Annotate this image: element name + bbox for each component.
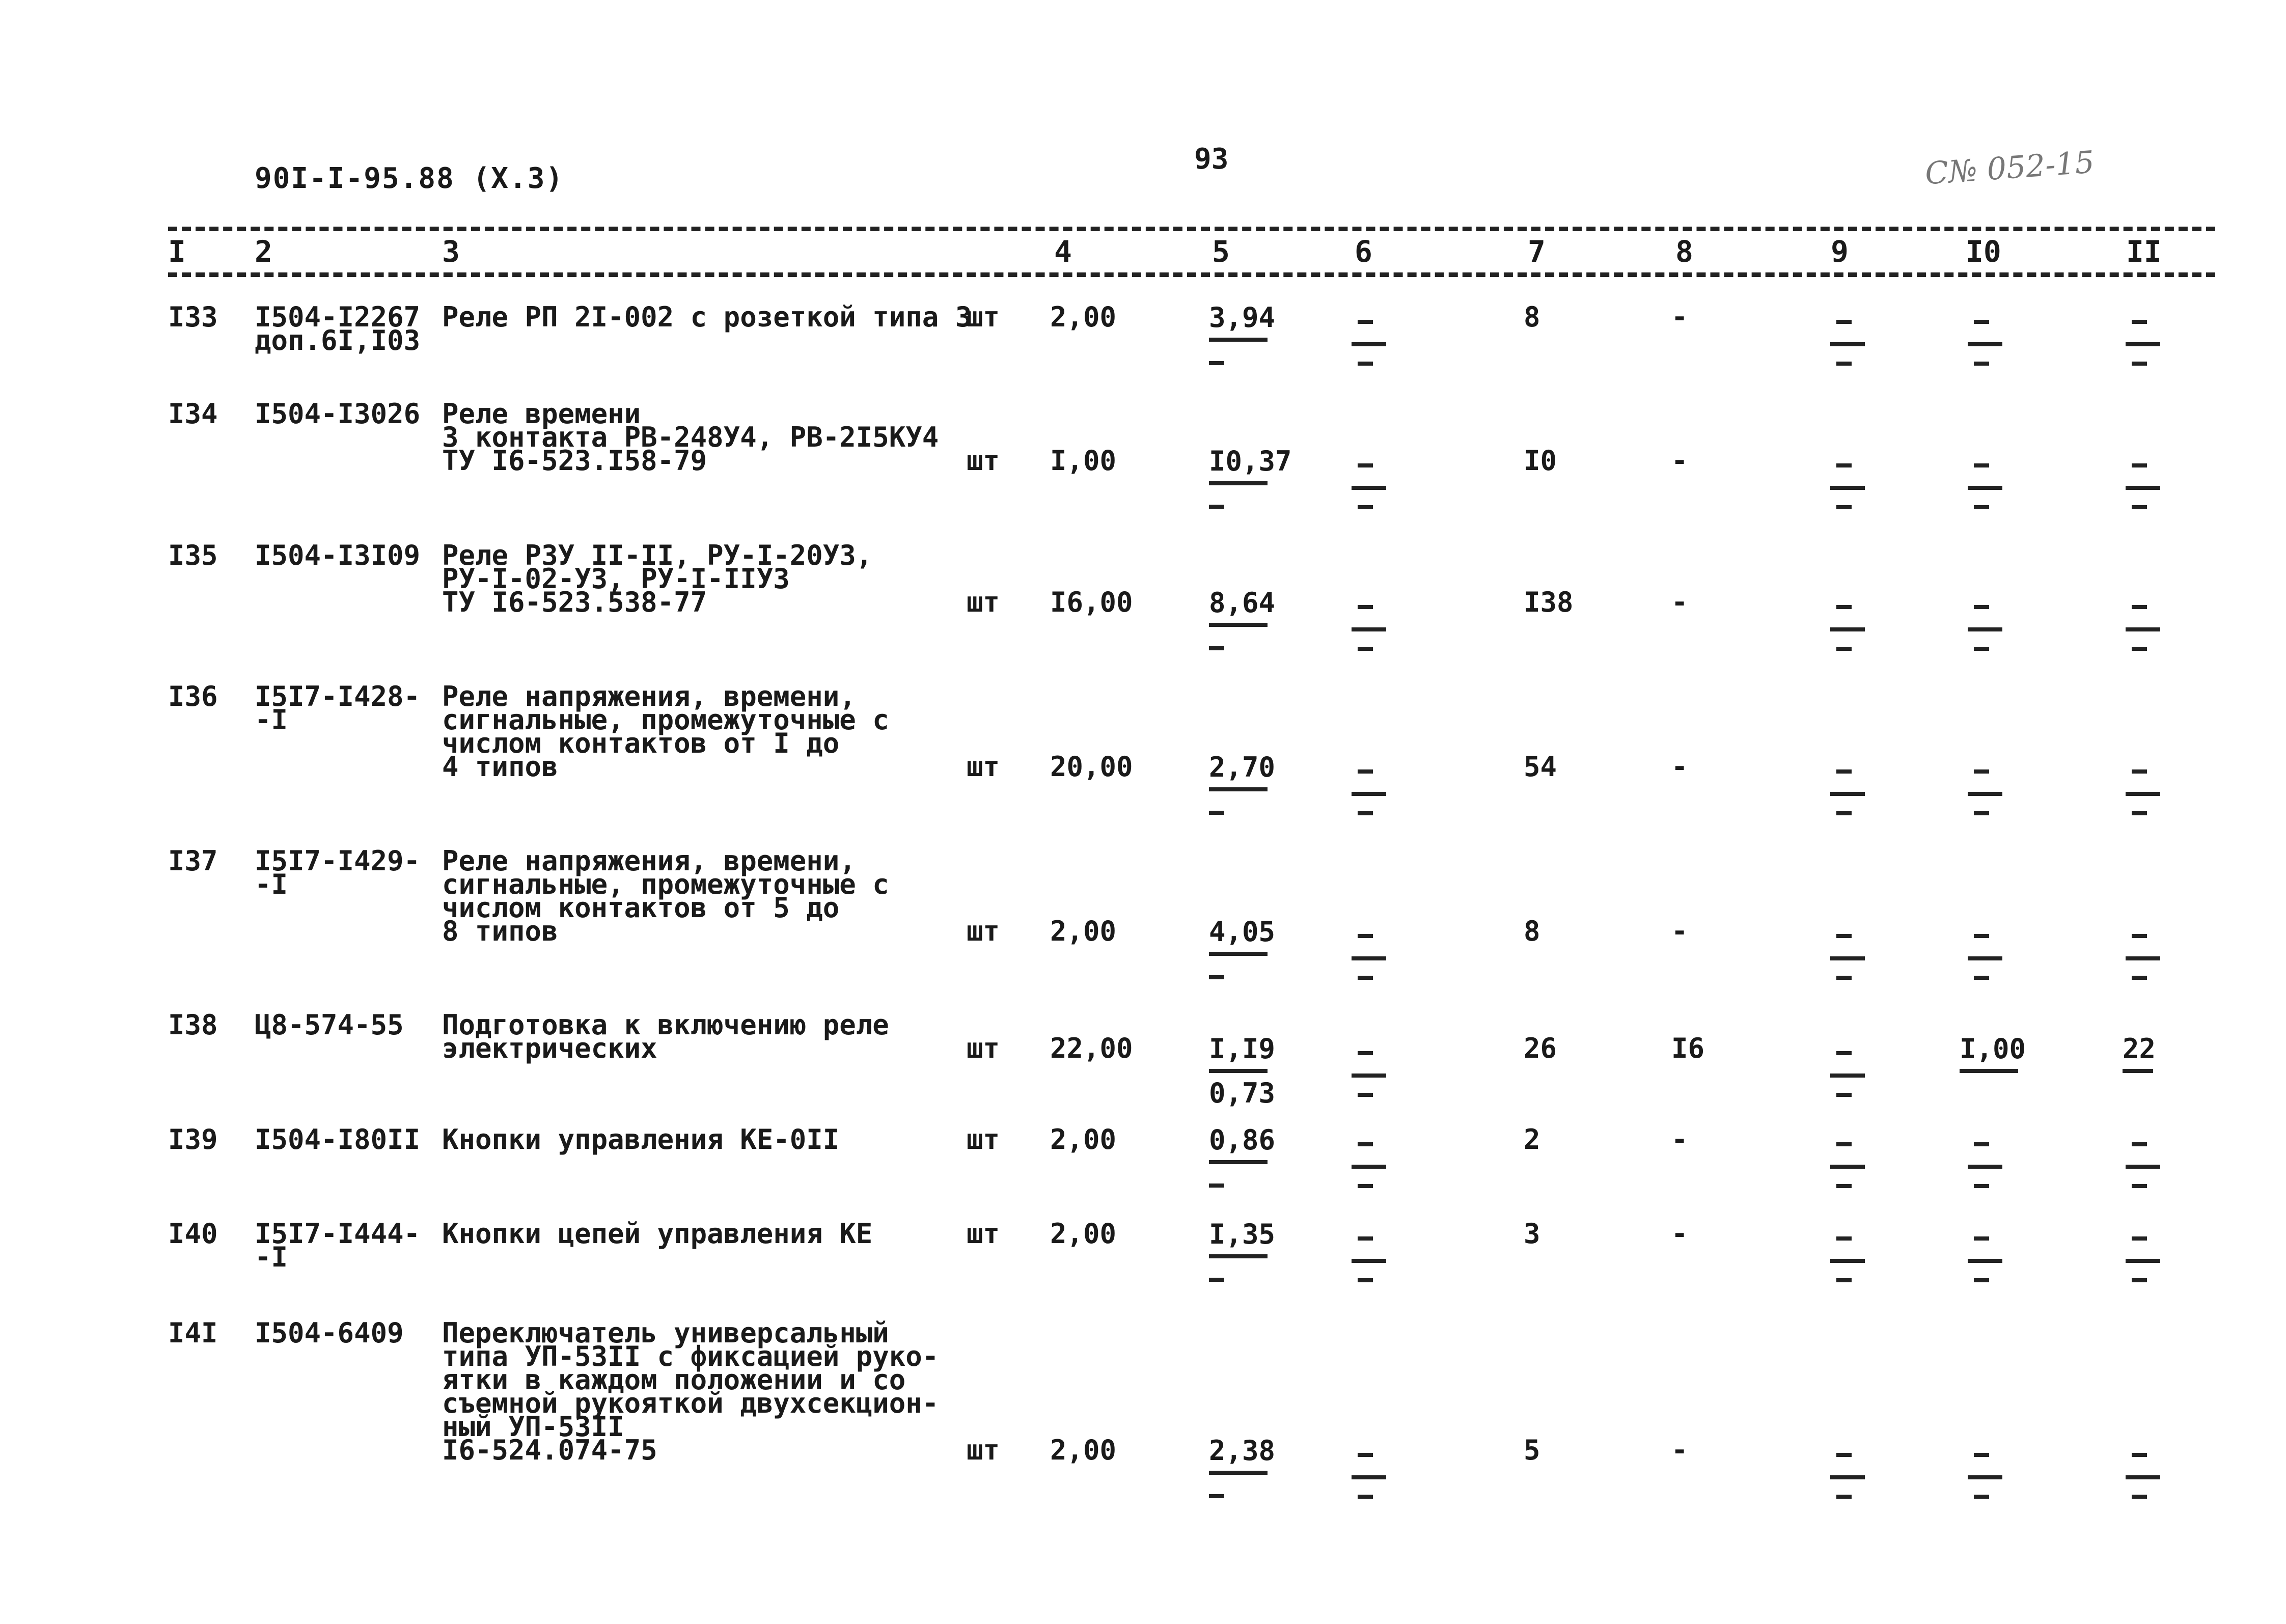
item-name: Реле напряжения, времени, сигнальные, промежуточные с числом контактов от 5 до 8 типов [442,845,889,947]
col9-dash [1830,1259,1865,1263]
col5-value: 2,38 [1209,1435,1276,1467]
col5-fraction [1209,1033,1275,1109]
col8-value: - [1671,301,1688,333]
col9-dash [1836,1495,1852,1499]
column-header-2: 2 [255,234,272,269]
item-code: I504-I3I09 [255,539,421,571]
column-header-5: 5 [1212,234,1230,269]
col5-value: I,I9 [1209,1033,1276,1065]
col10-value: I,00 [1960,1033,2026,1065]
col9-dash [1830,486,1865,490]
col9-dash [1836,463,1852,467]
handwritten-stamp: С№ 052-15 [1923,144,2096,192]
col6-dash [1358,1278,1373,1282]
col5-value: 0,86 [1209,1124,1276,1156]
row-number: I36 [168,680,218,712]
col11-dash [2132,1453,2147,1457]
col10-dash [1968,956,2002,960]
col6-dash [1352,792,1386,796]
fraction-bar [1209,1160,1268,1164]
col10-dash [1974,1184,1989,1188]
col5-fraction [1209,587,1275,650]
col5-value: I,35 [1209,1218,1276,1250]
col10-dash [1974,505,1989,509]
col11-dash [2132,320,2147,324]
item-quantity: I6,00 [1050,586,1133,618]
col9-dash [1836,934,1852,938]
col9-dash [1830,956,1865,960]
item-quantity: I,00 [1050,445,1117,477]
col10-dash [1974,976,1989,980]
col9-dash [1830,342,1865,346]
fraction-bar [1209,338,1268,342]
col8-value: - [1671,1123,1688,1155]
col9-dash [1836,1278,1852,1282]
col9-dash [1836,1093,1852,1097]
table-header-rule [168,272,2215,277]
col6-dash [1352,627,1386,631]
col8-value: I6 [1671,1032,1705,1064]
col11-dash [2132,505,2147,509]
fraction-bar [1960,1069,2018,1073]
item-code: I5I7-I444- -I [255,1218,421,1273]
col10-dash [1974,647,1989,651]
col8-value: - [1671,445,1688,477]
col5-dash [1209,811,1224,815]
item-quantity: 2,00 [1050,301,1117,333]
row-number: I38 [168,1009,218,1041]
col5-value: 2,70 [1209,751,1276,783]
item-code: I504-I80II [255,1123,421,1155]
page-number: 93 [1194,143,1229,176]
row-number: I37 [168,845,218,877]
row-number: I34 [168,398,218,430]
item-code: I504-6409 [255,1317,404,1349]
item-code: Ц8-574-55 [255,1009,404,1041]
item-unit: шт [967,1123,1000,1155]
item-unit: шт [967,445,1000,477]
row-number: I4I [168,1317,218,1349]
col6-dash [1358,647,1373,651]
col11-dash [2132,769,2147,774]
col6-dash [1358,505,1373,509]
col10-dash [1974,934,1989,938]
row-number: I33 [168,301,218,333]
col7-value: 8 [1524,301,1540,333]
col5-dash [1209,1183,1224,1188]
col5-fraction [1209,301,1275,365]
col5-dash [1209,975,1224,979]
col11-dash [2126,342,2160,346]
col11-dash [2132,811,2147,815]
col6-dash [1358,1453,1373,1457]
col6-dash [1352,1165,1386,1169]
col6-dash [1358,1495,1373,1499]
column-header-11: II [2126,234,2162,269]
col11-dash [2132,362,2147,366]
col11-dash [2126,956,2160,960]
col11-dash [2126,1475,2160,1479]
item-name: Реле времени 3 контакта РВ-248У4, РВ-2I5КУ4 ТУ I6-523.I58-79 [442,398,939,477]
item-code: I504-I2267 доп.6I,I03 [255,301,421,356]
fraction-bar [1209,1471,1268,1475]
col10-dash [1968,1259,2002,1263]
col9-dash [1836,811,1852,815]
col10-dash [1968,342,2002,346]
item-unit: шт [967,301,1000,333]
col6-dash [1358,463,1373,467]
col8-value: - [1671,915,1688,947]
row-number: I40 [168,1218,218,1250]
fraction-bar [1209,481,1268,485]
item-code: I504-I3026 [255,398,421,430]
col10-dash [1974,1495,1989,1499]
col7-value: 3 [1524,1218,1540,1250]
col11-value: 22 [2123,1033,2156,1065]
col9-dash [1836,1453,1852,1457]
col11-dash [2132,1142,2147,1146]
col9-dash [1836,769,1852,774]
col7-value: 54 [1524,751,1557,783]
col9-dash [1830,792,1865,796]
item-name: Переключатель универсальный типа УП-53II с фиксацией руко- ятки в каждом положении и со съемной рукояткой двухсекцион- ный УП-53II I6-524.074-75 [442,1317,939,1466]
col9-dash [1830,627,1865,631]
col10-dash [1974,463,1989,467]
col7-value: 8 [1524,915,1540,947]
col5-dash [1209,646,1224,650]
item-unit: шт [967,1218,1000,1250]
col11-dash [2126,627,2160,631]
col5-value: I0,37 [1209,445,1292,477]
col5-fraction [1209,916,1275,979]
col8-value: - [1671,751,1688,783]
col10-dash [1968,627,2002,631]
col6-dash [1358,1142,1373,1146]
col6-dash [1358,1093,1373,1097]
col6-dash [1358,769,1373,774]
item-name: Кнопки управления КЕ-0II [442,1123,840,1155]
item-name: Реле РЗУ II-II, РУ-I-20У3, РУ-I-02-У3, РУ-I-IIУ3 ТУ I6-523.538-77 [442,539,873,618]
column-header-3: 3 [442,234,460,269]
col11-dash [2126,1259,2160,1263]
item-code: I5I7-I429- -I [255,845,421,900]
fraction-bar [1209,1069,1268,1073]
col11-dash [2132,976,2147,980]
col9-dash [1830,1475,1865,1479]
col5-dash [1209,361,1224,365]
item-name: Реле напряжения, времени, сигнальные, промежуточные с числом контактов от I до 4 типов [442,680,889,783]
col11-dash [2132,647,2147,651]
col11-dash [2126,1165,2160,1169]
col7-value: 2 [1524,1123,1540,1155]
item-quantity: 22,00 [1050,1032,1133,1064]
col8-value: - [1671,586,1688,618]
table-top-rule [168,227,2215,231]
col11-dash [2132,1184,2147,1188]
col11-fraction [2123,1033,2156,1073]
col6-dash [1352,1475,1386,1479]
item-unit: шт [967,1434,1000,1466]
col10-dash [1974,1453,1989,1457]
item-name: Подготовка к включению реле электрических [442,1009,889,1064]
column-header-10: I0 [1966,234,2001,269]
col10-dash [1974,811,1989,815]
col10-dash [1974,320,1989,324]
col10-dash [1974,1236,1989,1241]
col6-dash [1352,486,1386,490]
col6-dash [1358,605,1373,609]
column-header-9: 9 [1831,234,1849,269]
col5-fraction [1209,445,1292,509]
fraction-bar [1209,952,1268,956]
col11-dash [2132,463,2147,467]
col5-denominator: 0,73 [1209,1077,1276,1109]
col10-dash [1968,1165,2002,1169]
col6-dash [1358,1051,1373,1055]
col9-dash [1836,320,1852,324]
item-quantity: 20,00 [1050,751,1133,783]
col5-dash [1209,1494,1224,1498]
column-header-6: 6 [1355,234,1372,269]
col5-fraction [1209,1435,1275,1498]
fraction-bar [1209,623,1268,627]
column-header-1: I [168,234,186,269]
item-unit: шт [967,751,1000,783]
col9-dash [1830,1074,1865,1078]
item-quantity: 2,00 [1050,1123,1117,1155]
fraction-bar [2123,1069,2153,1073]
row-number: I39 [168,1123,218,1155]
col10-dash [1968,1475,2002,1479]
col11-dash [2126,486,2160,490]
item-code: I5I7-I428- -I [255,680,421,736]
col5-fraction [1209,751,1275,815]
col10-dash [1974,769,1989,774]
col5-dash [1209,505,1224,509]
col11-dash [2132,605,2147,609]
row-number: I35 [168,539,218,571]
col5-dash [1209,1278,1224,1282]
col5-value: 8,64 [1209,587,1276,619]
col6-dash [1358,1236,1373,1241]
col5-fraction [1209,1218,1275,1282]
item-unit: шт [967,915,1000,947]
col10-dash [1968,486,2002,490]
col10-dash [1968,792,2002,796]
fraction-bar [1209,787,1268,791]
col6-dash [1352,342,1386,346]
col9-dash [1830,1165,1865,1169]
item-quantity: 2,00 [1050,1218,1117,1250]
column-header-7: 7 [1528,234,1546,269]
col9-dash [1836,1051,1852,1055]
item-unit: шт [967,586,1000,618]
col8-value: - [1671,1434,1688,1466]
col7-value: I0 [1524,445,1557,477]
col10-dash [1974,1142,1989,1146]
col6-dash [1352,1074,1386,1078]
col6-dash [1358,934,1373,938]
col10-dash [1974,1278,1989,1282]
col10-fraction [1960,1033,2026,1073]
col11-dash [2126,792,2160,796]
col5-fraction [1209,1124,1275,1188]
col6-dash [1358,1184,1373,1188]
col9-dash [1836,362,1852,366]
col6-dash [1358,811,1373,815]
col9-dash [1836,605,1852,609]
fraction-bar [1209,1254,1268,1258]
column-header-8: 8 [1675,234,1693,269]
column-header-4: 4 [1054,234,1072,269]
col8-value: - [1671,1218,1688,1250]
col5-value: 3,94 [1209,301,1276,334]
item-name: Кнопки цепей управления КЕ [442,1218,873,1250]
col6-dash [1358,976,1373,980]
col6-dash [1358,362,1373,366]
col6-dash [1352,956,1386,960]
col7-value: I38 [1524,586,1574,618]
col7-value: 5 [1524,1434,1540,1466]
col9-dash [1836,1236,1852,1241]
col5-value: 4,05 [1209,916,1276,948]
col11-dash [2132,1236,2147,1241]
col9-dash [1836,1184,1852,1188]
col9-dash [1836,1142,1852,1146]
document-code: 90I-I-95.88 (X.3) [255,162,564,195]
col10-dash [1974,362,1989,366]
col9-dash [1836,505,1852,509]
col7-value: 26 [1524,1032,1557,1064]
item-unit: шт [967,1032,1000,1064]
col6-dash [1358,320,1373,324]
col10-dash [1974,605,1989,609]
col11-dash [2132,1278,2147,1282]
col11-dash [2132,1495,2147,1499]
col9-dash [1836,647,1852,651]
col9-dash [1836,976,1852,980]
item-name: Реле РП 2I-002 с розеткой типа 3 [442,301,972,333]
col11-dash [2132,934,2147,938]
item-quantity: 2,00 [1050,915,1117,947]
col6-dash [1352,1259,1386,1263]
item-quantity: 2,00 [1050,1434,1117,1466]
